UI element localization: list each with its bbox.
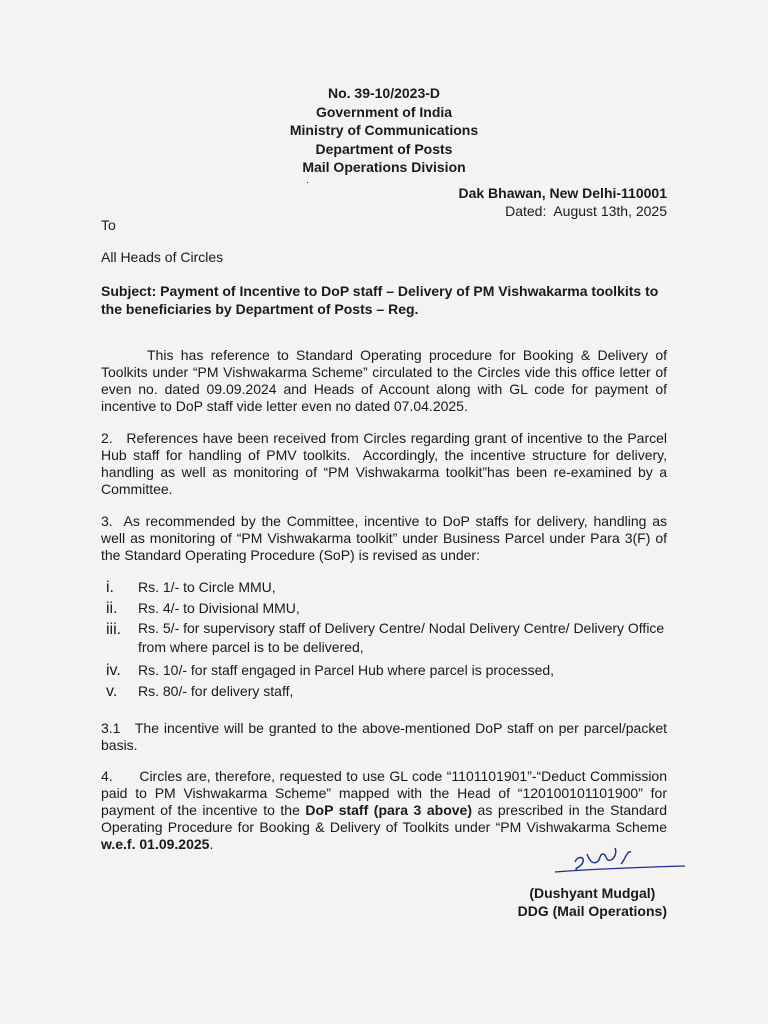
list-item	[106, 577, 672, 598]
list-number: iii.	[106, 621, 122, 638]
incentive-list	[106, 577, 672, 702]
subject: Subject: Payment of Incentive to DoP staff – Delivery of PM Vishwakarma toolkits to the beneficiaries by Department of Posts – Reg.	[101, 283, 659, 317]
signer-designation: DDG (Mail Operations)	[517, 903, 667, 919]
ministry-line: Ministry of Communications	[289, 122, 479, 138]
list-number: iv.	[106, 662, 121, 679]
stray-dot: .	[306, 175, 309, 186]
list-item	[106, 660, 672, 681]
place: Dak Bhawan, New Delhi-110001	[458, 185, 667, 201]
place-date-block	[458, 184, 667, 220]
list-text: Rs. 4/- to Divisional MMU,	[138, 600, 300, 616]
file-number: No. 39-10/2023-D	[327, 85, 441, 101]
para4-text-1: 4. Circles are, therefore, requested to use GL code “1101101901”-“Deduct Commission paid to PM Vishwakarma Scheme” mapped with the Head of “120100101101900” for payment of the incentive to the	[101, 768, 671, 818]
list-text: Rs. 5/- for supervisory staff of Delivery Centre/ Nodal Delivery Centre/ Delivery Office from where parcel is to be delivered,	[138, 620, 665, 655]
list-text: Rs. 1/- to Circle MMU,	[138, 579, 276, 595]
list-item	[106, 619, 672, 657]
para4-text-3: .	[209, 836, 214, 852]
date: Dated: August 13th, 2025	[505, 203, 667, 219]
paragraph-1: This has reference to Standard Operating procedure for Booking & Delivery of Toolkits under “PM Vishwakarma Scheme” circulated to the Circles vide this office letter of even no. dated 09.09.2024 and Heads of Account along with GL code for payment of incentive to DoP staff vide letter even no dated 07.04.2025.	[101, 347, 667, 414]
signature-image	[535, 842, 685, 882]
list-number: ii.	[106, 600, 118, 617]
list-item	[106, 598, 672, 619]
para4-bold-2: w.e.f. 01.09.2025	[101, 836, 210, 852]
department-line: Department of Posts	[315, 140, 453, 157]
addressee: All Heads of Circles	[101, 249, 224, 265]
list-number: i.	[106, 579, 114, 596]
list-number: v.	[106, 683, 118, 700]
para4-bold-1: DoP staff (para 3 above)	[305, 802, 472, 818]
paragraph-4	[101, 768, 671, 853]
letter-header	[0, 84, 768, 177]
paragraph-2: 2. References have been received from Circles regarding grant of incentive to the Parcel Hub staff for handling of PMV toolkits. Accordingly, the incentive structure for delivery, handling as well as monitoring of “PM Vishwakarma toolkit”has been re-examined by a Committee.	[101, 430, 671, 497]
list-text: Rs. 10/- for staff engaged in Parcel Hub where parcel is processed,	[138, 662, 555, 678]
govt-line: Government of India	[315, 103, 453, 120]
division-line: Mail Operations Division	[302, 159, 466, 175]
list-text: Rs. 80/- for delivery staff,	[138, 683, 294, 699]
paragraph-3-1: 3.1 The incentive will be granted to the above-mentioned DoP staff on per parcel/packet basis.	[101, 720, 671, 753]
para4-text-2: as prescribed in the Standard Operating Procedure for Booking & Delivery of Toolkits under “PM Vishwakarma Scheme	[101, 802, 671, 835]
paragraph-3: 3. As recommended by the Committee, incentive to DoP staffs for delivery, handling as well as monitoring of “PM Vishwakarma toolkit” under Business Parcel under Para 3(F) of the Standard Operating Procedure (SoP) is revised as under:	[101, 513, 671, 563]
list-item	[106, 681, 672, 702]
to-label: To	[101, 217, 116, 233]
signature-block	[518, 884, 667, 920]
signer-name: (Dushyant Mudgal)	[529, 885, 656, 901]
